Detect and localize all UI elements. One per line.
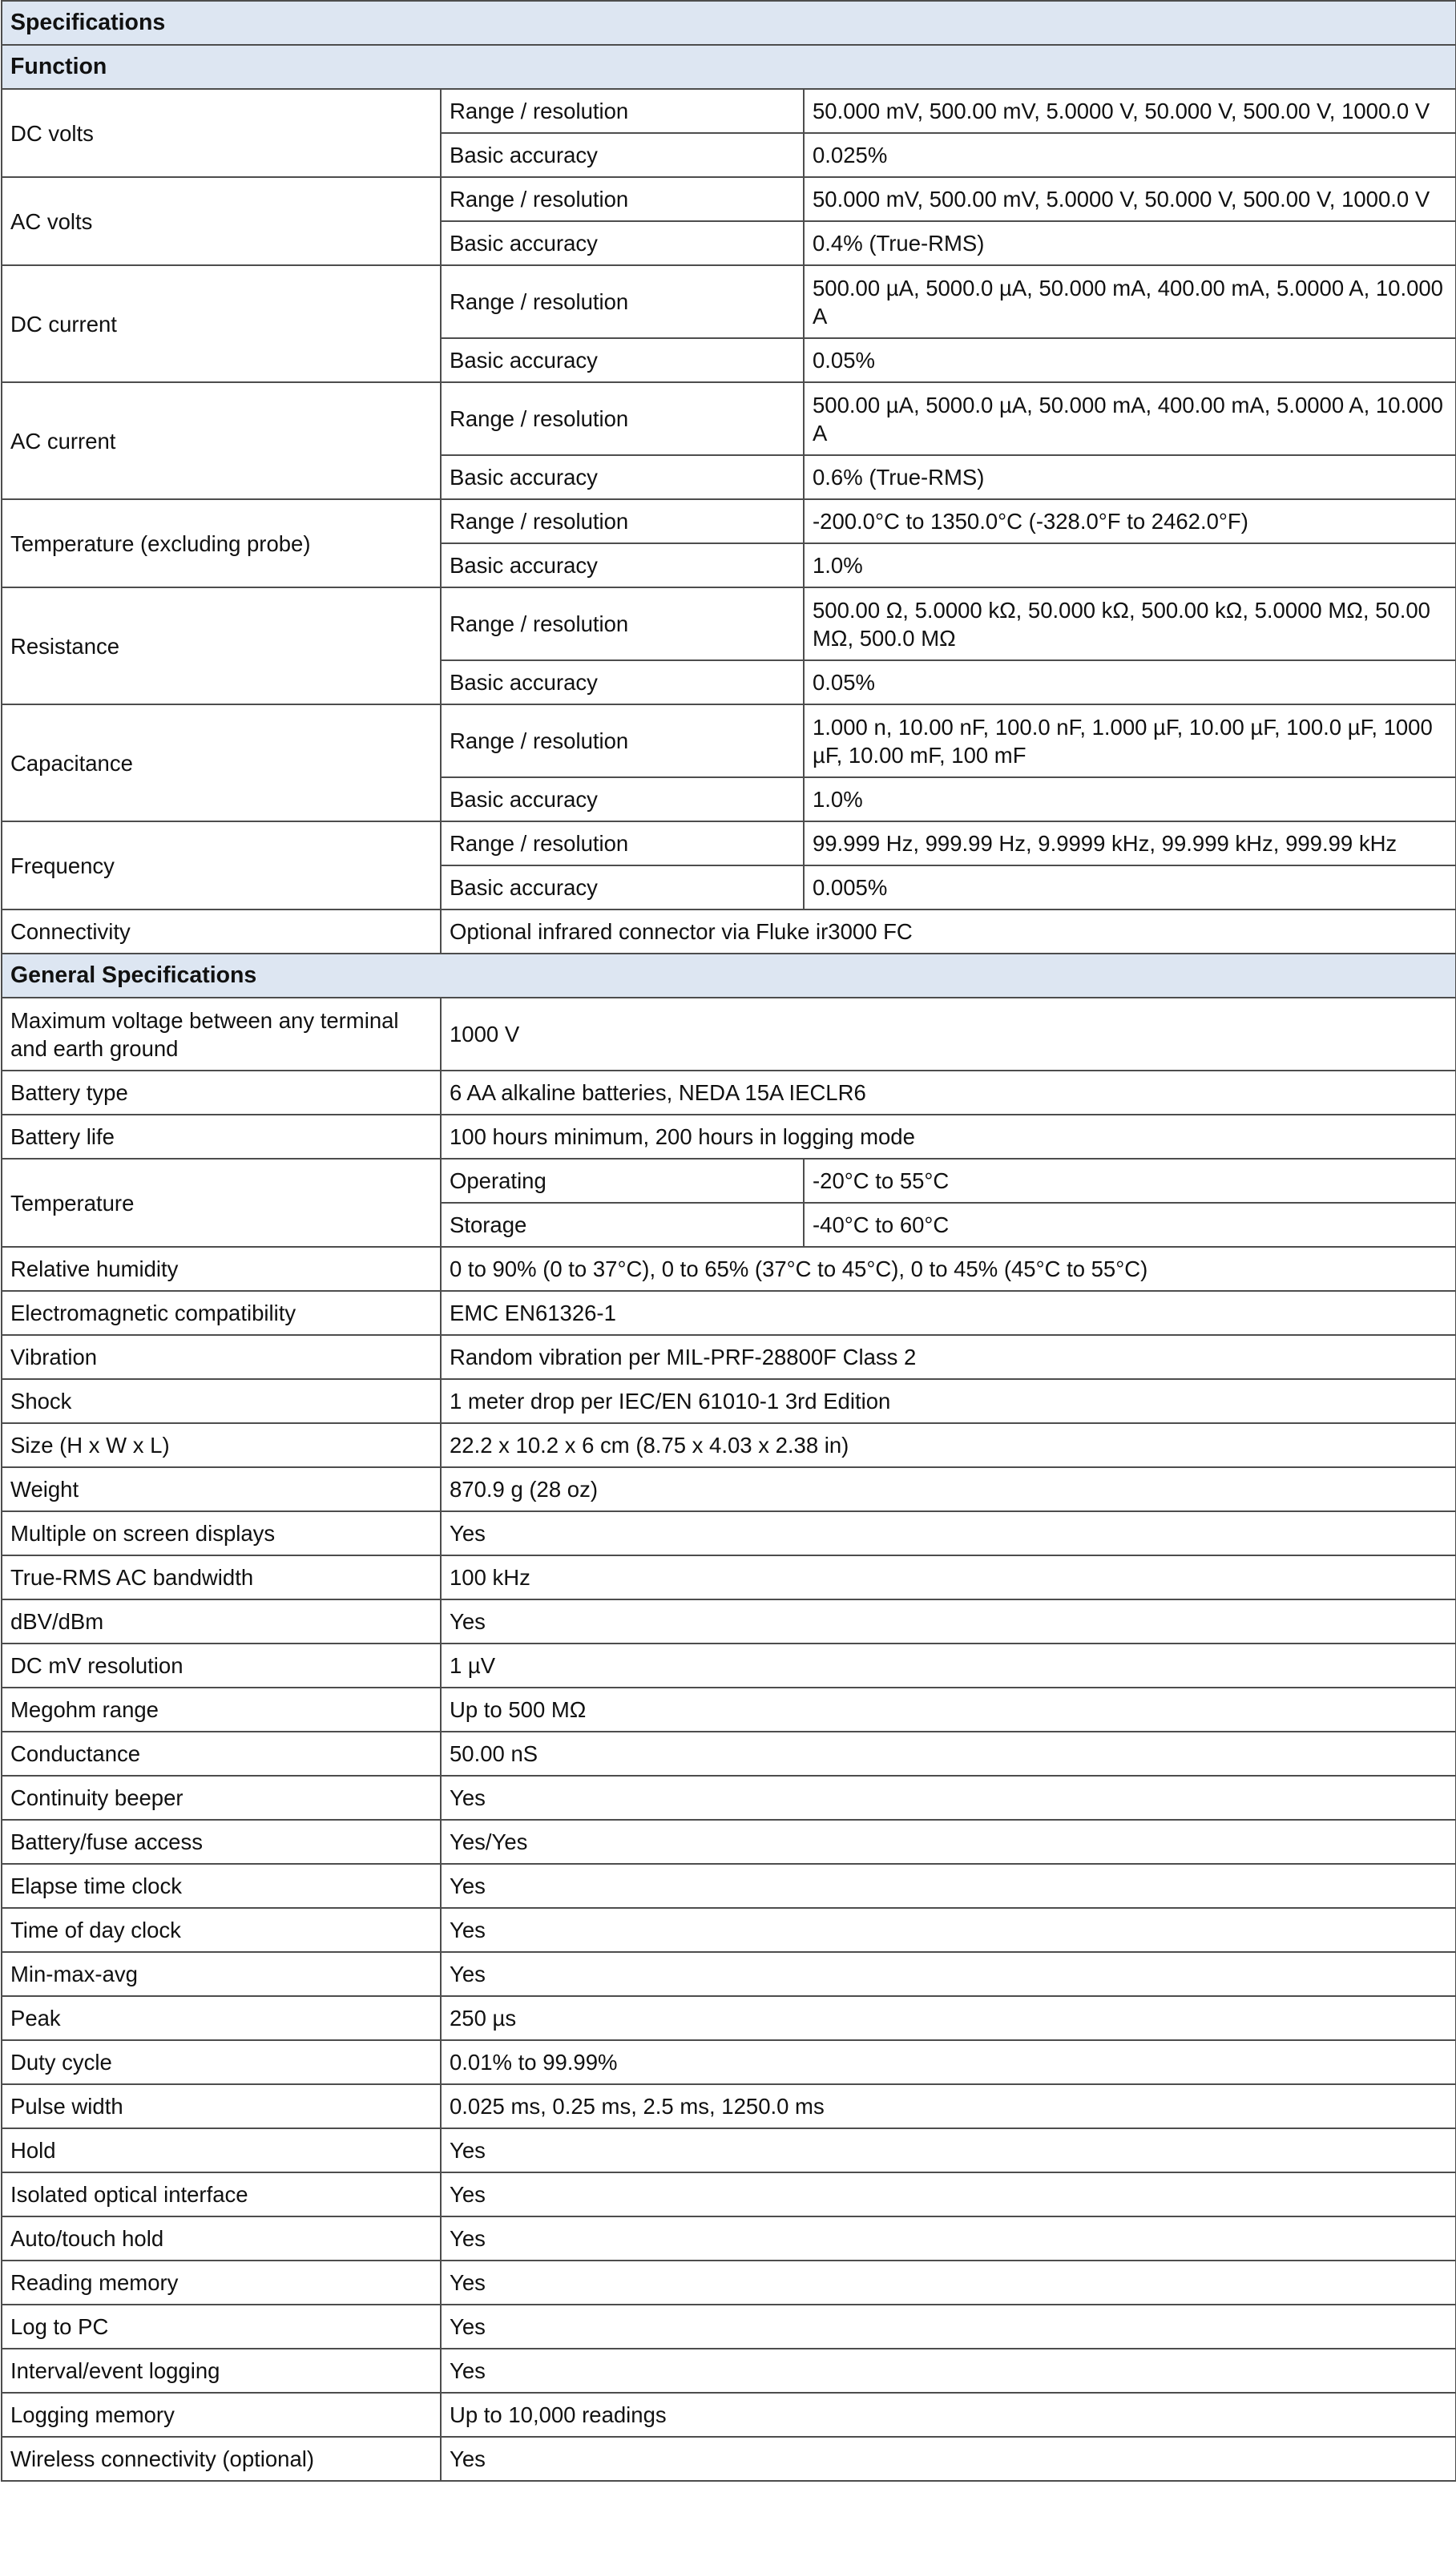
spec-label: Battery type (2, 1071, 441, 1115)
spec-row (2, 1908, 1456, 1952)
spec-row (2, 1335, 1456, 1379)
general-section-title: General Specifications (2, 954, 1456, 998)
spec-value: Yes (441, 1599, 1456, 1644)
range-label: Range / resolution (441, 177, 804, 221)
spec-label: Elapse time clock (2, 1864, 441, 1908)
range-value: 50.000 mV, 500.00 mV, 5.0000 V, 50.000 V, 500.00 V, 1000.0 V (804, 177, 1456, 221)
function-range-row (2, 704, 1456, 777)
function-name: DC current (2, 265, 441, 382)
spec-row (2, 1467, 1456, 1511)
spec-row (2, 1820, 1456, 1864)
spec-label: Weight (2, 1467, 441, 1511)
spec-label: Relative humidity (2, 1247, 441, 1291)
spec-label: Logging memory (2, 2393, 441, 2437)
spec-value: Yes (441, 2349, 1456, 2393)
function-range-row (2, 499, 1456, 543)
spec-label: Conductance (2, 1732, 441, 1776)
spec-label: Min-max-avg (2, 1952, 441, 1996)
spec-row (2, 2349, 1456, 2393)
function-name: Frequency (2, 821, 441, 909)
spec-value: 250 µs (441, 1996, 1456, 2040)
spec-label: Hold (2, 2128, 441, 2172)
spec-row (2, 1599, 1456, 1644)
connectivity-label: Connectivity (2, 909, 441, 954)
spec-row (2, 1864, 1456, 1908)
spec-label: Isolated optical interface (2, 2172, 441, 2216)
accuracy-label: Basic accuracy (441, 221, 804, 265)
spec-value: Yes (441, 2305, 1456, 2349)
spec-value: Up to 10,000 readings (441, 2393, 1456, 2437)
spec-value: Yes (441, 2216, 1456, 2261)
specifications-header-row (2, 1, 1456, 45)
spec-value: EMC EN61326-1 (441, 1291, 1456, 1335)
specifications-table (1, 0, 1456, 2482)
spec-label: Battery life (2, 1115, 441, 1159)
spec-row (2, 2172, 1456, 2216)
spec-value: 1 meter drop per IEC/EN 61010-1 3rd Edition (441, 1379, 1456, 1423)
spec-row (2, 1291, 1456, 1335)
spec-label: Pulse width (2, 2084, 441, 2128)
storage-label: Storage (441, 1203, 804, 1247)
function-range-row (2, 821, 1456, 865)
range-label: Range / resolution (441, 704, 804, 777)
spec-row (2, 1511, 1456, 1555)
spec-value: Random vibration per MIL-PRF-28800F Class 2 (441, 1335, 1456, 1379)
spec-label: Battery/fuse access (2, 1820, 441, 1864)
function-range-row (2, 587, 1456, 660)
function-range-row (2, 265, 1456, 338)
spec-row (2, 1379, 1456, 1423)
spec-row (2, 1423, 1456, 1467)
spec-value: 870.9 g (28 oz) (441, 1467, 1456, 1511)
spec-row (2, 2305, 1456, 2349)
spec-value: Yes (441, 2437, 1456, 2481)
function-header-row (2, 45, 1456, 89)
accuracy-label: Basic accuracy (441, 455, 804, 499)
spec-value: Yes (441, 2172, 1456, 2216)
accuracy-label: Basic accuracy (441, 133, 804, 177)
range-value: 50.000 mV, 500.00 mV, 5.0000 V, 50.000 V, 500.00 V, 1000.0 V (804, 89, 1456, 133)
accuracy-value: 0.05% (804, 660, 1456, 704)
spec-label: DC mV resolution (2, 1644, 441, 1688)
spec-label: Continuity beeper (2, 1776, 441, 1820)
spec-label: Wireless connectivity (optional) (2, 2437, 441, 2481)
range-label: Range / resolution (441, 821, 804, 865)
spec-row (2, 2216, 1456, 2261)
spec-label: dBV/dBm (2, 1599, 441, 1644)
range-label: Range / resolution (441, 587, 804, 660)
spec-value: Yes (441, 1864, 1456, 1908)
function-name: Resistance (2, 587, 441, 704)
spec-value: Yes (441, 2128, 1456, 2172)
function-section-title: Function (2, 45, 1456, 89)
spec-label: Auto/touch hold (2, 2216, 441, 2261)
range-label: Range / resolution (441, 499, 804, 543)
accuracy-value: 0.4% (True-RMS) (804, 221, 1456, 265)
range-value: -200.0°C to 1350.0°C (-328.0°F to 2462.0°F) (804, 499, 1456, 543)
spec-value: 100 hours minimum, 200 hours in logging mode (441, 1115, 1456, 1159)
spec-row (2, 1996, 1456, 2040)
spec-row (2, 2084, 1456, 2128)
spec-label: Reading memory (2, 2261, 441, 2305)
connectivity-row (2, 909, 1456, 954)
spec-label: Log to PC (2, 2305, 441, 2349)
range-label: Range / resolution (441, 89, 804, 133)
spec-label: Vibration (2, 1335, 441, 1379)
spec-row (2, 1247, 1456, 1291)
accuracy-value: 1.0% (804, 777, 1456, 821)
spec-row (2, 1555, 1456, 1599)
accuracy-label: Basic accuracy (441, 660, 804, 704)
range-value: 500.00 µA, 5000.0 µA, 50.000 mA, 400.00 mA, 5.0000 A, 10.000 A (804, 382, 1456, 455)
connectivity-value: Optional infrared connector via Fluke ir3000 FC (441, 909, 1456, 954)
accuracy-value: 0.025% (804, 133, 1456, 177)
accuracy-label: Basic accuracy (441, 865, 804, 909)
spec-label: Shock (2, 1379, 441, 1423)
accuracy-value: 0.005% (804, 865, 1456, 909)
range-label: Range / resolution (441, 265, 804, 338)
spec-row (2, 1732, 1456, 1776)
spec-value: 50.00 nS (441, 1732, 1456, 1776)
accuracy-value: 0.05% (804, 338, 1456, 382)
function-range-row (2, 382, 1456, 455)
function-name: DC volts (2, 89, 441, 177)
spec-row (2, 998, 1456, 1071)
accuracy-label: Basic accuracy (441, 777, 804, 821)
spec-value: Yes (441, 2261, 1456, 2305)
spec-row (2, 1952, 1456, 1996)
accuracy-value: 0.6% (True-RMS) (804, 455, 1456, 499)
spec-row (2, 2040, 1456, 2084)
spec-value: 0 to 90% (0 to 37°C), 0 to 65% (37°C to 45°C), 0 to 45% (45°C to 55°C) (441, 1247, 1456, 1291)
spec-label: True-RMS AC bandwidth (2, 1555, 441, 1599)
temperature-label: Temperature (2, 1159, 441, 1247)
spec-value: 22.2 x 10.2 x 6 cm (8.75 x 4.03 x 2.38 in) (441, 1423, 1456, 1467)
spec-value: 1 µV (441, 1644, 1456, 1688)
range-value: 99.999 Hz, 999.99 Hz, 9.9999 kHz, 99.999 kHz, 999.99 kHz (804, 821, 1456, 865)
spec-row (2, 2128, 1456, 2172)
spec-row (2, 1071, 1456, 1115)
spec-label: Peak (2, 1996, 441, 2040)
spec-value: 0.01% to 99.99% (441, 2040, 1456, 2084)
temperature-operating-row (2, 1159, 1456, 1203)
spec-value: Yes (441, 1908, 1456, 1952)
spec-label: Interval/event logging (2, 2349, 441, 2393)
spec-label: Electromagnetic compatibility (2, 1291, 441, 1335)
spec-label: Multiple on screen displays (2, 1511, 441, 1555)
storage-value: -40°C to 60°C (804, 1203, 1456, 1247)
spec-value: Yes (441, 1511, 1456, 1555)
range-value: 1.000 n, 10.00 nF, 100.0 nF, 1.000 µF, 10.00 µF, 100.0 µF, 1000 µF, 10.00 mF, 100 mF (804, 704, 1456, 777)
spec-row (2, 2437, 1456, 2481)
accuracy-label: Basic accuracy (441, 338, 804, 382)
spec-label: Time of day clock (2, 1908, 441, 1952)
spec-value: Yes/Yes (441, 1820, 1456, 1864)
range-value: 500.00 Ω, 5.0000 kΩ, 50.000 kΩ, 500.00 kΩ, 5.0000 MΩ, 50.00 MΩ, 500.0 MΩ (804, 587, 1456, 660)
operating-label: Operating (441, 1159, 804, 1203)
spec-value: Yes (441, 1776, 1456, 1820)
spec-label: Duty cycle (2, 2040, 441, 2084)
spec-row (2, 1115, 1456, 1159)
function-name: AC volts (2, 177, 441, 265)
accuracy-value: 1.0% (804, 543, 1456, 587)
spec-row (2, 1688, 1456, 1732)
spec-value: 100 kHz (441, 1555, 1456, 1599)
spec-label: Megohm range (2, 1688, 441, 1732)
function-name: Capacitance (2, 704, 441, 821)
spec-row (2, 1776, 1456, 1820)
range-label: Range / resolution (441, 382, 804, 455)
spec-value: Yes (441, 1952, 1456, 1996)
spec-value: 1000 V (441, 998, 1456, 1071)
range-value: 500.00 µA, 5000.0 µA, 50.000 mA, 400.00 mA, 5.0000 A, 10.000 A (804, 265, 1456, 338)
spec-value: Up to 500 MΩ (441, 1688, 1456, 1732)
spec-label: Size (H x W x L) (2, 1423, 441, 1467)
spec-row (2, 2261, 1456, 2305)
spec-label: Maximum voltage between any terminal and earth ground (2, 998, 441, 1071)
spec-value: 6 AA alkaline batteries, NEDA 15A IECLR6 (441, 1071, 1456, 1115)
function-name: Temperature (excluding probe) (2, 499, 441, 587)
accuracy-label: Basic accuracy (441, 543, 804, 587)
function-range-row (2, 89, 1456, 133)
spec-row (2, 2393, 1456, 2437)
spec-row (2, 1644, 1456, 1688)
function-name: AC current (2, 382, 441, 499)
function-range-row (2, 177, 1456, 221)
specifications-title: Specifications (2, 1, 1456, 45)
general-header-row (2, 954, 1456, 998)
operating-value: -20°C to 55°C (804, 1159, 1456, 1203)
spec-value: 0.025 ms, 0.25 ms, 2.5 ms, 1250.0 ms (441, 2084, 1456, 2128)
